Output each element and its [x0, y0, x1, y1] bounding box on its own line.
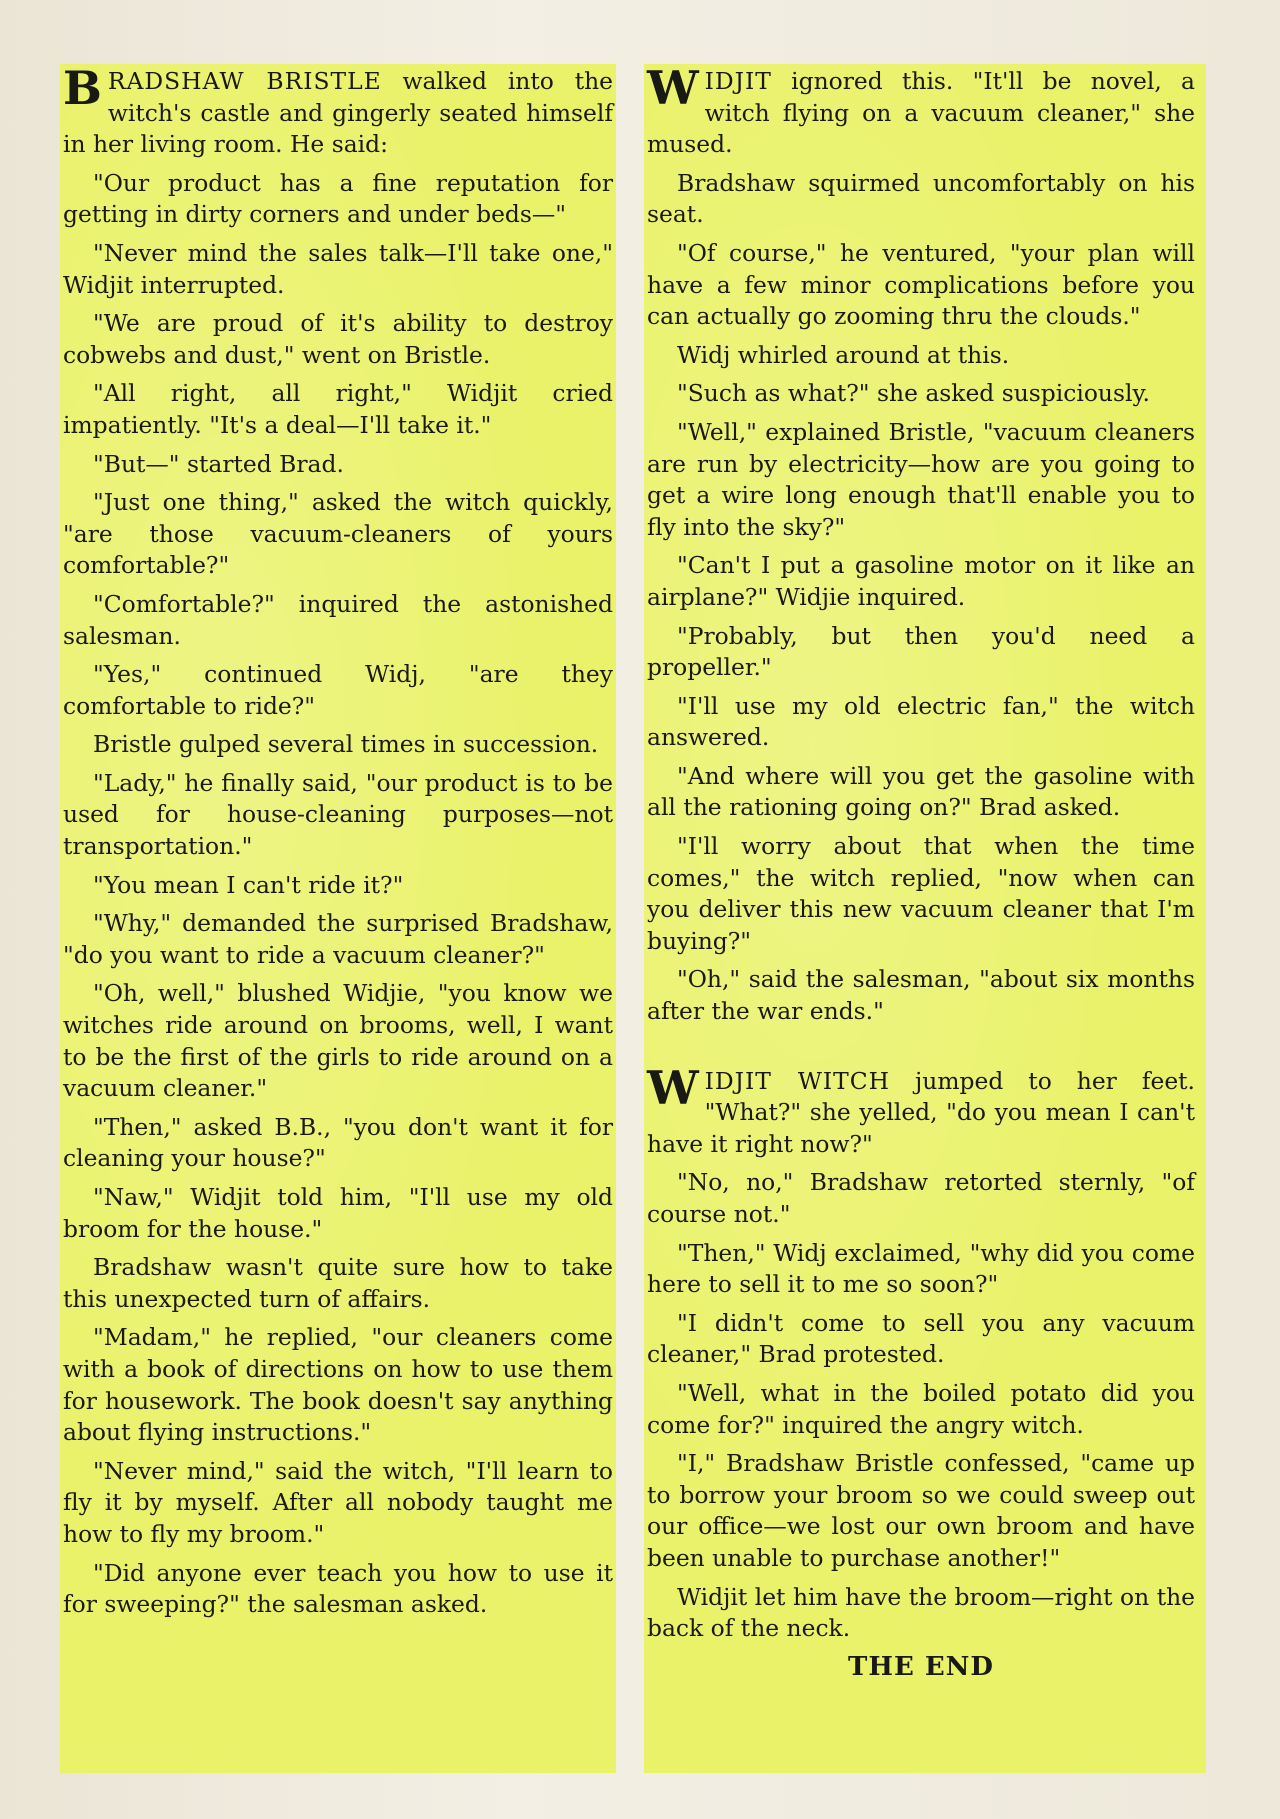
paragraph: Bradshaw squirmed uncomfortably on his seat.	[647, 168, 1195, 229]
lead-text: jumped to her feet. "What?" she yelled, "do you mean I can't have it right now?"	[647, 1066, 1195, 1158]
lead-caps: IDJIT WITCH	[704, 1066, 891, 1095]
paragraph: "Never mind the sales talk—I'll take one," Widjit interrupted.	[63, 238, 613, 299]
paragraph: "Then," asked B.B., "you don't want it for cleaning your house?"	[63, 1112, 613, 1173]
the-end-label: THE END	[848, 1651, 994, 1682]
paragraph: "Of course," he ventured, "your plan will have a few minor complications before you can actually go zooming thru the clouds."	[647, 238, 1195, 331]
section-lead-paragraph	[647, 61, 1195, 161]
paragraph: "Probably, but then you'd need a propeller."	[647, 621, 1195, 682]
left-text-column	[63, 61, 614, 1628]
paragraph: "I'll use my old electric fan," the witch answered.	[647, 691, 1195, 752]
paragraph: "Yes," continued Widj, "are they comfortable to ride?"	[63, 660, 613, 720]
paragraph: "Lady," he finally said, "our product is to be used for house-cleaning purposes—not transportation."	[63, 768, 613, 861]
lead-caps: RADSHAW BRISTLE	[107, 67, 382, 95]
paragraph: "Why," demanded the surprised Bradshaw, "do you want to ride a vacuum cleaner?"	[63, 909, 613, 969]
paragraph: "Then," Widj exclaimed, "why did you come here to sell it to me so soon?"	[647, 1238, 1195, 1299]
paragraph: "Comfortable?" inquired the astonished salesman.	[63, 589, 613, 650]
paragraph: "I," Bradshaw Bristle confessed, "came up to borrow your broom so we could sweep out our office—we lost our own broom and have been unable to purchase another!"	[647, 1449, 1195, 1572]
paragraph: "I didn't come to sell you any vacuum cleaner," Brad protested.	[647, 1308, 1195, 1369]
paragraph: "Oh," said the salesman, "about six months after the war ends."	[647, 965, 1195, 1026]
paragraph: "But—" started Brad.	[93, 449, 344, 478]
lead-caps: IDJIT	[704, 67, 772, 95]
paragraph: "Can't I put a gasoline motor on it like an airplane?" Widjie inquired.	[647, 551, 1195, 611]
paragraph: Widjit let him have the broom—right on the back of the neck.	[647, 1582, 1195, 1643]
paragraph: "Never mind," said the witch, "I'll learn to fly it by myself. After all nobody taught me how to fly my broom."	[63, 1456, 613, 1548]
paragraph: "I'll worry about that when the time comes," the witch replied, "now when can you deliver this new vacuum cleaner that I'm buying?"	[647, 832, 1195, 955]
paragraph: "You mean I can't ride it?"	[93, 870, 404, 899]
paragraph: Bradshaw wasn't quite sure how to take this unexpected turn of affairs.	[63, 1253, 613, 1313]
paragraph: "All right, all right," Widjit cried impatiently. "It's a deal—I'll take it."	[63, 379, 613, 439]
section-lead-paragraph	[647, 1060, 1195, 1161]
paragraph: Widj whirled around at this.	[677, 340, 1010, 369]
drop-cap: B	[63, 61, 102, 115]
paragraph: "No, no," Bradshaw retorted sternly, "of course not."	[647, 1168, 1195, 1228]
paragraph: "Oh, well," blushed Widjie, "you know we witches ride around on brooms, well, I want to be the first of the girls to ride around on a vacuum cleaner."	[63, 979, 613, 1103]
story-lead-paragraph	[63, 61, 614, 161]
paragraph: "Just one thing," asked the witch quickly, "are those vacuum-cleaners of yours comfortable?"	[63, 488, 613, 580]
drop-cap: W	[647, 61, 699, 115]
paragraph: "And where will you get the gasoline with all the rationing going on?" Brad asked.	[647, 761, 1195, 822]
lead-text: ignored this. "It'll be novel, a witch flying on a vacuum cleaner," she mused.	[647, 67, 1195, 159]
paragraph: "Such as what?" she asked suspiciously.	[677, 379, 1150, 408]
paragraph: "Well, what in the boiled potato did you come for?" inquired the angry witch.	[647, 1378, 1195, 1439]
paragraph: "Madam," he replied, "our cleaners come with a book of directions on how to use them for housework. The book doesn't say anything about flying instructions."	[63, 1323, 613, 1447]
paragraph: "We are proud of it's ability to destroy cobwebs and dust," went on Bristle.	[63, 309, 613, 369]
lead-text: walked into the witch's castle and gingerly seated himself in her living room. He said:	[63, 67, 614, 159]
right-text-column	[647, 61, 1195, 1690]
paragraph: "Our product has a fine reputation for getting in dirty corners and under beds—"	[63, 168, 613, 229]
paragraph: "Naw," Widjit told him, "I'll use my old broom for the house."	[63, 1183, 613, 1243]
paragraph: "Did anyone ever teach you how to use it for sweeping?" the salesman asked.	[63, 1558, 613, 1619]
paragraph: Bristle gulped several times in succession.	[93, 730, 599, 759]
drop-cap: W	[647, 1060, 699, 1115]
paragraph: "Well," explained Bristle, "vacuum cleaners are run by electricity—how are you going to get a wire long enough that'll enable you to fly into the sky?"	[647, 417, 1195, 541]
